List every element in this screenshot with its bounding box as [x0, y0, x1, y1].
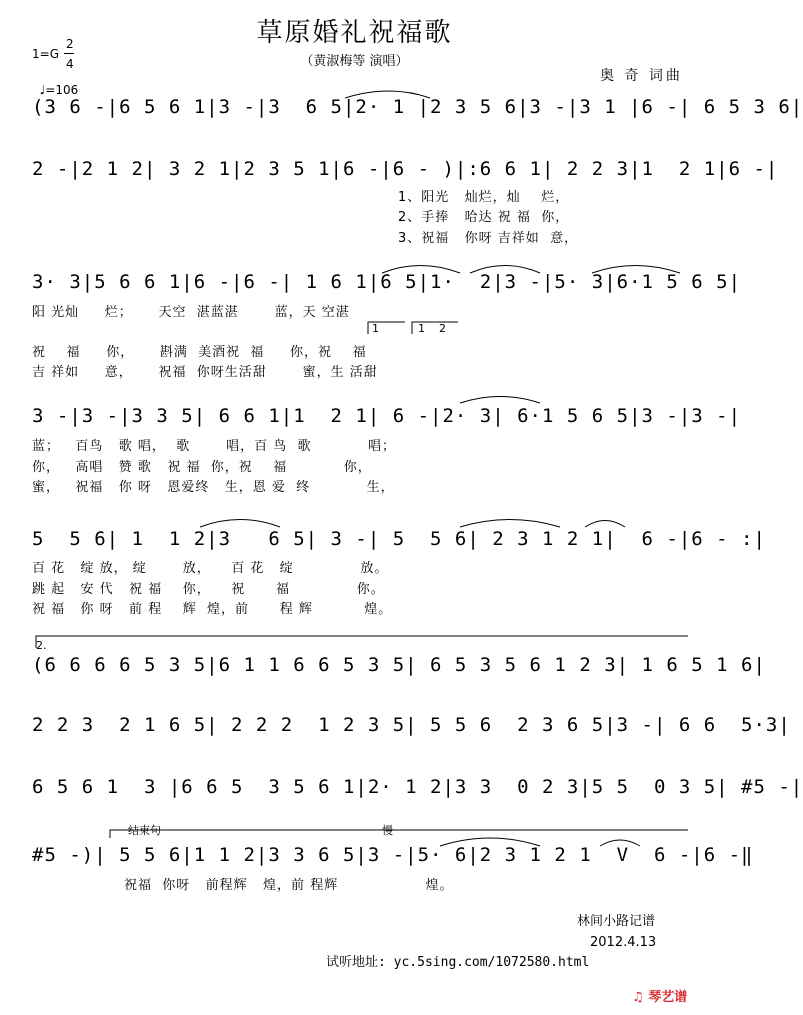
ending-label: 结束句: [128, 824, 161, 837]
volta-2-bracket: [36, 636, 688, 648]
key-signature: 1=G: [32, 47, 59, 61]
lyric-row5-verse1: 百 花 绽 放， 绽 放， 百 花 绽 放。: [32, 561, 389, 576]
lyric-row4-verse3: 蜜， 祝福 你 呀 恩爱终 生，恩 爱 终 生，: [32, 480, 395, 495]
slur-row5-a: [200, 520, 280, 528]
staff-row-8: 6 5 6 1 3 |6 6 5 3 5 6 1|2· 1 2|3 3 0 2 3|5 5 0 3 5| #5 -|: [32, 776, 803, 798]
lyric-row3-verse3: 吉 祥如 意， 祝福 你呀生活甜 蜜，生 活甜: [32, 365, 378, 380]
lyric-row3-verse1: 阳 光灿 烂； 天空 湛蓝湛 蓝，天 空湛: [32, 305, 350, 320]
performer-subtitle: （黄淑梅等 演唱）: [300, 54, 409, 69]
staff-row-3: 3· 3|5 6 6 1|6 -|6 -| 1 6 1|6 5|1· 2|3 -|5· 3|6·1 5 6 5|: [32, 271, 742, 293]
lyric-row5-verse2: 跳 起 安 代 祝 福 你， 祝 福 你。: [32, 582, 385, 597]
volta-12-mark: 1 2: [418, 322, 446, 335]
quarter-note-icon: ♩: [39, 83, 46, 97]
time-signature-top: 2: [66, 37, 74, 51]
staff-row-7: 2 2 3 2 1 6 5| 2 2 2 1 2 3 5| 5 5 6 2 3 6 5|3 -| 6 6 5·3|: [32, 714, 791, 736]
volta-2-mark: 2.: [36, 639, 47, 652]
tempo-value: =106: [45, 83, 79, 97]
lyric-row4-verse1: 蓝； 百鸟 歌 唱， 歌 唱，百 鸟 歌 唱；: [32, 439, 396, 454]
ending-bracket: [110, 830, 688, 838]
staff-row-4: 3 -|3 -|3 3 5| 6 6 1|1 2 1| 6 -|2· 3| 6·1 5 6 5|3 -|3 -|: [32, 405, 742, 427]
listen-url[interactable]: 试听地址: yc.5sing.com/1072580.html: [326, 955, 590, 970]
lyric-row2-verse1: 1、阳光 灿烂，灿 烂，: [398, 190, 570, 205]
slow-marking: 慢: [382, 824, 393, 837]
site-logo: [632, 986, 702, 1008]
tempo-marking: [32, 72, 78, 96]
time-signature-divider: [64, 53, 74, 54]
logo-icon: ♫: [632, 990, 644, 1005]
staff-row-5: 5 5 6| 1 1 2|3 6 5| 3 -| 5 5 6| 2 3 1 2 1| 6 -|6 - :|: [32, 528, 766, 550]
staff-row-1: (3 6 -|6 5 6 1|3 -|3 6 5|2· 1 |2 3 5 6|3 -|3 1 |6 -| 6 5 3 6|: [32, 96, 803, 118]
transcription-date: 2012.4.13: [590, 935, 657, 950]
song-title: 草原婚礼祝福歌: [256, 18, 453, 48]
lyric-row9: 祝福 你呀 前程辉 煌，前 程辉 煌。: [124, 878, 454, 893]
composer-credit: 奥 奇 词曲: [600, 68, 683, 84]
lyric-row5-verse3: 祝 福 你 呀 前 程 辉 煌，前 程 辉 煌。: [32, 602, 393, 617]
slur-row5-b: [460, 520, 560, 528]
staff-row-6: (6 6 6 6 5 3 5|6 1 1 6 6 5 3 5| 6 5 3 5 6 1 2 3| 1 6 5 1 6|: [32, 654, 766, 676]
lyric-row2-verse3: 3、祝福 你呀 吉祥如 意，: [398, 231, 579, 246]
staff-row-2: 2 -|2 1 2| 3 2 1|2 3 5 1|6 -|6 - )|:6 6 1| 2 2 3|1 2 1|6 -|: [32, 158, 779, 180]
staff-row-9: #5 -)| 5 5 6|1 1 2|3 3 6 5|3 -|5· 6|2 3 1 2 1 V 6 -|6 -‖: [32, 844, 754, 866]
transcriber-credit: 林间小路记谱: [577, 914, 656, 929]
slur-row4-a: [460, 397, 540, 404]
lyric-row4-verse2: 你， 高唱 赞 歌 祝 福 你，祝 福 你，: [32, 460, 372, 475]
slur-row5-c: [585, 521, 625, 528]
logo-text: 琴艺谱: [648, 990, 688, 1005]
lyric-row2-verse2: 2、手捧 哈达 祝 福 你，: [398, 210, 570, 225]
lyric-row3-verse2: 祝 福 你， 斟满 美酒祝 福 你，祝 福: [32, 345, 367, 360]
volta-1-mark: 1: [372, 322, 379, 335]
time-signature-bottom: 4: [66, 57, 74, 71]
